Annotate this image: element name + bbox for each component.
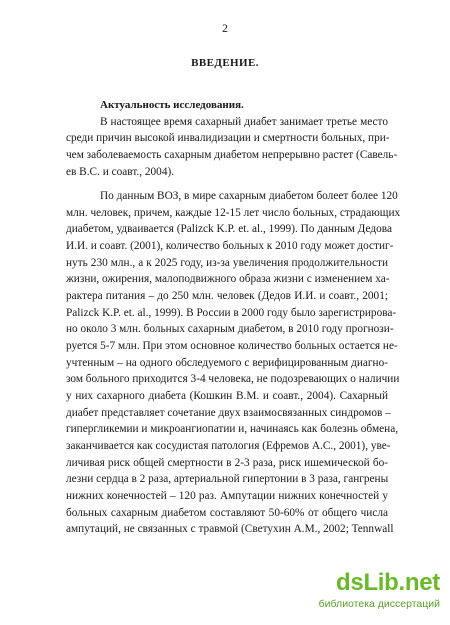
text-line: жизни, ожирения, малоподвижного образа жизни с изменением ха-: [66, 273, 390, 285]
text-line: нуть 230 млн., а к 2025 году, из-за увеличения продолжительности: [66, 257, 388, 269]
section-heading: ВВЕДЕНИЕ.: [191, 57, 259, 69]
text-line: руется 5-7 млн. При этом основное количество больных остается не-: [66, 340, 398, 352]
text-line: рактера питания – до 250 млн. человек (Дедов И.И. и соавт., 2001;: [66, 290, 388, 302]
text-line: гипергликемии и микроангиопатии и, начинаясь как болезнь обмена,: [66, 423, 399, 435]
text-line: ев В.С. и соавт., 2004).: [66, 166, 175, 178]
site-watermark: [320, 571, 440, 617]
page-number: 2: [222, 23, 228, 35]
text-line: чем заболеваемость сахарным диабетом непрерывно растет (Савель-: [66, 149, 398, 161]
text-line: млн. человек, причем, каждые 12-15 лет число больных, страдающих: [66, 207, 401, 219]
text-line: но около 3 млн. больных сахарным диабетом, в 2010 году прогнози-: [66, 323, 394, 335]
text-line: По данным ВОЗ, в мире сахарным диабетом болеет более 120: [100, 190, 398, 202]
text-line: среди причин высокой инвалидизации и смертности больных, при-: [66, 132, 390, 144]
text-line: учтенным – на одного обследуемого с верифицированным диагно-: [66, 357, 388, 369]
text-line: больных сахарным диабетом составляют 50-60% от общего числа: [66, 507, 388, 519]
text-line: нижних конечностей – 120 раз. Ампутации нижних конечностей у: [66, 490, 388, 502]
text-line: лезни сердца в 2 раза, артериальной гипертонии в 3 раза, гангрены: [66, 473, 389, 485]
text-line: диабет представляет сочетание двух взаимосвязанных синдромов –: [66, 407, 391, 419]
subsection-heading: Актуальность исследования.: [100, 99, 244, 111]
text-line: Palizck K.P. et. al., 1999). В России в 2000 году было зарегистрирова-: [66, 307, 397, 319]
text-line: у них сахарного диабета (Кошкин В.М. и соавт., 2004). Сахарный: [66, 390, 388, 402]
text-line: И.И. и соавт. (2001), количество больных к 2010 году может достиг-: [66, 240, 394, 252]
text-line: ампутаций, не связанных с травмой (Светухин А.М., 2002; Tennwall: [66, 523, 394, 535]
text-line: диабетом, удваивается (Palizck K.P. et. al., 1999). По данным Дедова: [66, 223, 392, 235]
text-line: В настоящее время сахарный диабет занимает третье место: [100, 116, 388, 128]
text-line: заканчивается как сосудистая патология (Ефремов А.С., 2001), уве-: [66, 440, 391, 452]
watermark-caption: библиотека диссертаций: [318, 598, 440, 610]
text-line: зом больного приходится 3-4 человека, не подозревающих о наличии: [66, 373, 400, 385]
watermark-logo: dsLib.net: [336, 569, 440, 596]
text-line: личивая риск общей смертности в 2-3 раза, риск ишемической бо-: [66, 457, 388, 469]
